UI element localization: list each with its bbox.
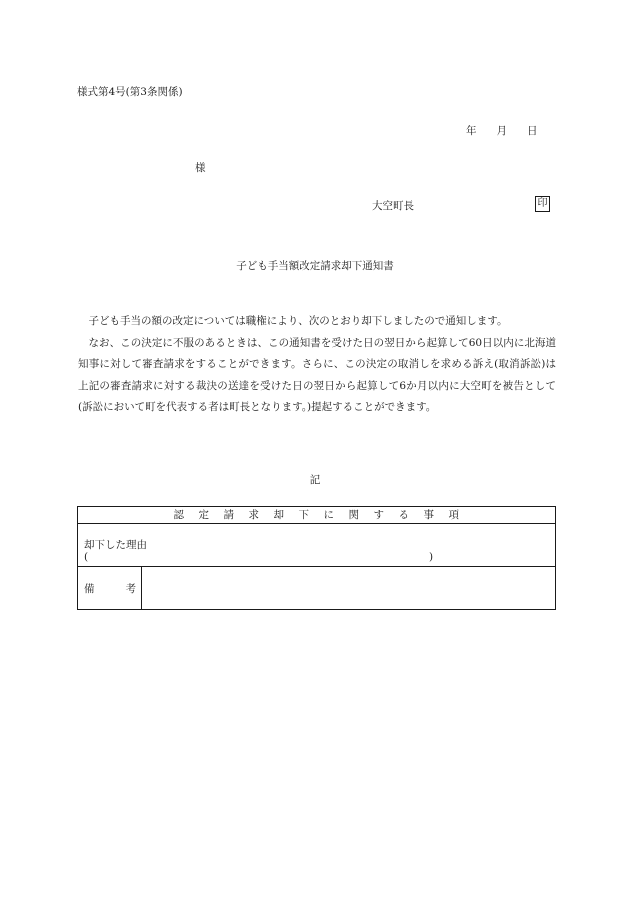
reason-close-paren: ) (429, 551, 434, 563)
items-table (77, 506, 556, 610)
date-month: 月 (496, 125, 507, 137)
body-paragraph-1: 子ども手当の額の改定については職権により、次のとおり却下しましたので通知します。 (88, 315, 508, 327)
addressee-suffix: 様 (195, 162, 206, 174)
form-number: 様式第4号(第3条関係) (77, 86, 183, 98)
remarks-row (78, 567, 555, 609)
document-title: 子ども手当額改定請求却下通知書 (236, 260, 394, 272)
date-year: 年 (466, 125, 477, 137)
ki-heading: 記 (309, 474, 321, 486)
body-paragraph-2: なお、この決定に不服のあるときは、この通知書を受けた日の翌日から起算して60日以内に北海道知事に対して審査請求をすることができます。さらに、この決定の取消しを求める訴え(取消訴訟)は上記の審査請求に対する裁決の送達を受けた日の翌日から起算して6か月以内に大空町を被告として(訴訟において町を代表する者は町長となります。)提起することができます。 (78, 336, 556, 413)
date-line (466, 123, 538, 138)
date-day: 日 (527, 125, 538, 137)
issuer-name: 大空町長 (372, 200, 414, 212)
reason-row (78, 524, 555, 567)
reason-label: 却下した理由 (84, 539, 147, 551)
reason-open-paren: ( (84, 551, 89, 563)
remarks-label (84, 581, 136, 596)
remarks-label-char-1: 備 (84, 583, 95, 595)
remarks-label-char-2: 考 (125, 583, 136, 595)
notice-body (78, 311, 556, 419)
table-header: 認定請求却下に関する事項 (78, 507, 555, 524)
remarks-divider (141, 567, 142, 609)
seal-mark: 印 (535, 196, 550, 212)
